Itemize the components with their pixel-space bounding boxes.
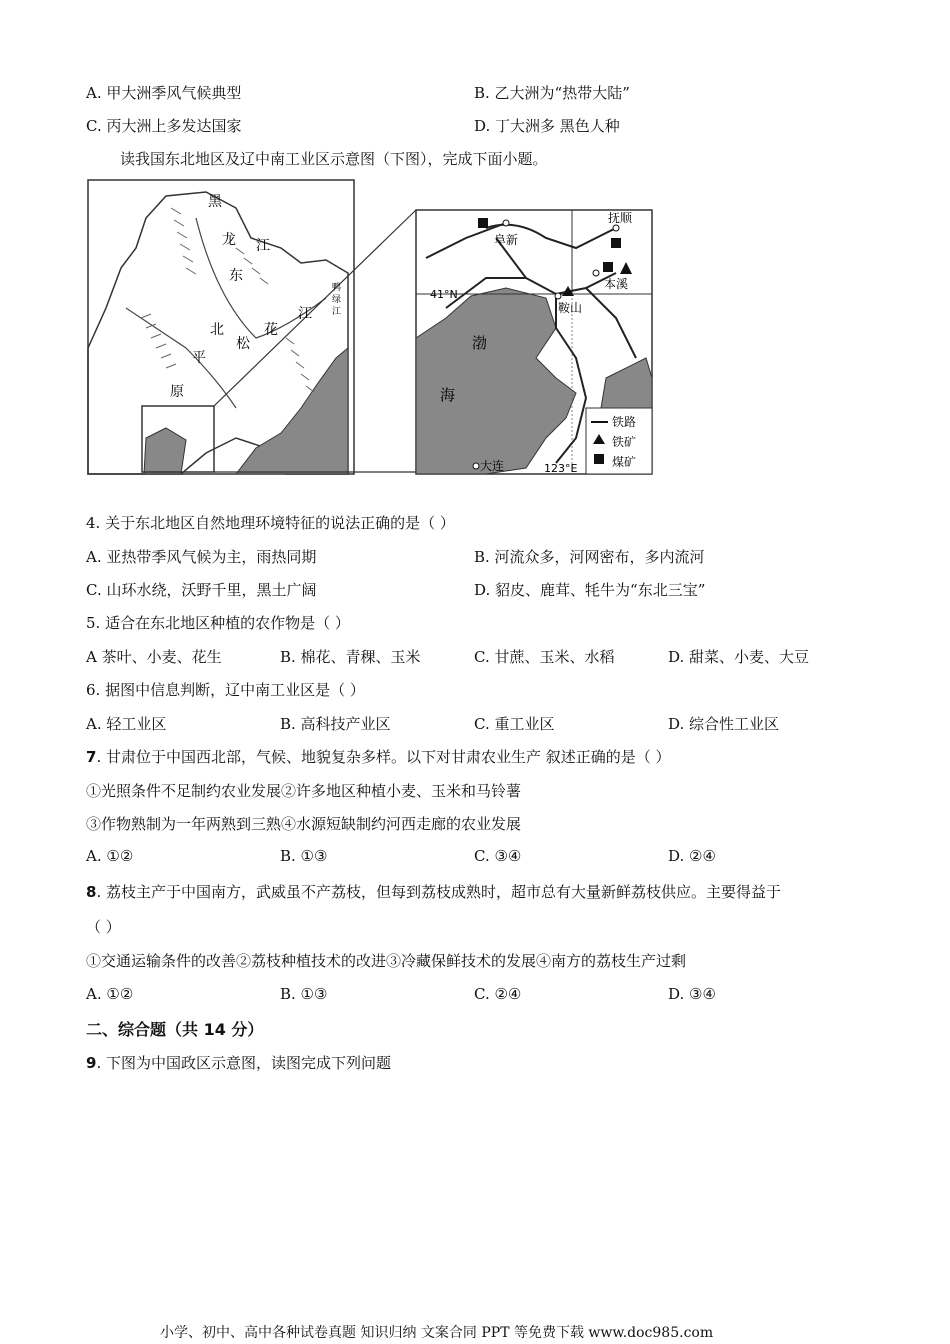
q5-option-c: C. 甘蔗、玉米、水稻 xyxy=(474,648,615,666)
sea-label: 海 xyxy=(440,386,456,404)
q8-stem xyxy=(86,881,781,902)
longitude-label: 123°E xyxy=(544,462,578,475)
q7-number: 7 xyxy=(86,748,97,766)
q3-option-c: C. 丙大洲上多发达国家 xyxy=(86,117,242,135)
map-label: 鸭 xyxy=(332,283,342,293)
q5-option-b: B. 棉花、青稞、玉米 xyxy=(280,648,421,666)
q4-option-a: A. 亚热带季风气候为主，雨热同期 xyxy=(86,548,317,566)
q3-option-a: A. 甲大洲季风气候典型 xyxy=(86,84,242,102)
q8-statement-1: ①交通运输条件的改善②荔枝种植技术的改进③冷藏保鲜技术的发展④南方的荔枝生产过剩 xyxy=(86,952,687,970)
map-label: 江 xyxy=(298,306,312,322)
legend-railway-label: 铁路 xyxy=(612,415,637,429)
map-label: 龙 xyxy=(222,232,236,248)
map-label: 东 xyxy=(229,268,243,284)
q7-statement-1: ①光照条件不足制约农业发展②许多地区种植小麦、玉米和马铃薯 xyxy=(86,782,522,800)
q7-stem xyxy=(86,746,671,767)
map-label: 平 xyxy=(192,350,206,366)
city-label-fuxin: 阜新 xyxy=(494,233,519,247)
section-heading: 二、综合题（共 14 分） xyxy=(86,1020,264,1039)
legend-iron-label: 铁矿 xyxy=(612,435,637,449)
q4-stem: 4. 关于东北地区自然地理环境特征的说法正确的是（ ） xyxy=(86,514,455,532)
q6-option-d: D. 综合性工业区 xyxy=(668,715,780,733)
intro-text: 读我国东北地区及辽中南工业区示意图（下图），完成下面小题。 xyxy=(120,150,548,168)
q7-option-d: D. ②④ xyxy=(668,847,716,865)
map-label: 绿 xyxy=(332,295,342,305)
q6-option-c: C. 重工业区 xyxy=(474,715,555,733)
map-label: 花 xyxy=(264,322,278,338)
q8-option-d: D. ③④ xyxy=(668,985,716,1003)
q6-option-a: A. 轻工业区 xyxy=(86,715,167,733)
city-dot xyxy=(613,225,619,231)
city-dot xyxy=(473,463,479,469)
q6-stem: 6. 据图中信息判断，辽中南工业区是（ ） xyxy=(86,681,365,699)
q9-stem xyxy=(86,1052,391,1073)
city-label-fushun: 抚顺 xyxy=(608,211,633,225)
city-dot xyxy=(593,270,599,276)
q5-option-a: A 茶叶、小麦、花生 xyxy=(86,648,222,666)
q8-option-b: B. ①③ xyxy=(280,985,328,1003)
q8-number: 8 xyxy=(86,883,97,901)
q7-option-b: B. ①③ xyxy=(280,847,328,865)
legend-coal-icon xyxy=(594,454,604,464)
city-dot xyxy=(503,220,509,226)
city-dot xyxy=(555,293,561,299)
map-label: 松 xyxy=(236,336,250,352)
northeast-map-figure xyxy=(86,178,656,478)
q8-stem-text: . 荔枝主产于中国南方，武威虽不产荔枝，但每到荔枝成熟时，超市总有大量新鲜荔枝供应。主要得益于 xyxy=(96,883,781,901)
q7-stem-text: . 甘肃位于中国西北部，气候、地貌复杂多样。以下对甘肃农业生产 叙述正确的是（ ） xyxy=(96,748,671,766)
city-label-dalian: 大连 xyxy=(480,459,505,473)
coal-mine-icon xyxy=(603,262,613,272)
q7-option-a: A. ①② xyxy=(86,847,134,865)
q7-statement-2: ③作物熟制为一年两熟到三熟④水源短缺制约河西走廊的农业发展 xyxy=(86,815,522,833)
q8-option-a: A. ①② xyxy=(86,985,134,1003)
q8-paren: （ ） xyxy=(86,918,121,936)
sea-label: 渤 xyxy=(472,334,488,352)
legend-coal-label: 煤矿 xyxy=(612,455,637,469)
q3-option-d: D. 丁大洲多 黑色人种 xyxy=(474,117,620,135)
q5-stem: 5. 适合在东北地区种植的农作物是（ ） xyxy=(86,614,350,632)
q7-option-c: C. ③④ xyxy=(474,847,522,865)
city-label-benxi: 本溪 xyxy=(604,277,629,291)
q4-option-b: B. 河流众多，河网密布，多内流河 xyxy=(474,548,705,566)
q6-option-b: B. 高科技产业区 xyxy=(280,715,391,733)
city-label-anshan: 鞍山 xyxy=(558,301,583,315)
q4-option-c: C. 山环水绕，沃野千里，黑土广阔 xyxy=(86,581,317,599)
q5-option-d: D. 甜菜、小麦、大豆 xyxy=(668,648,810,666)
footer-text: 小学、初中、高中各种试卷真题 知识归纳 文案合同 PPT 等免费下载 www.doc985.com xyxy=(160,1325,714,1341)
q9-stem-text: . 下图为中国政区示意图，读图完成下列问题 xyxy=(96,1054,391,1072)
map-label: 黑 xyxy=(208,194,222,210)
coal-mine-icon xyxy=(478,218,488,228)
latitude-label: 41°N xyxy=(430,288,458,301)
q8-option-c: C. ②④ xyxy=(474,985,522,1003)
map-label: 北 xyxy=(210,322,224,338)
map-label: 江 xyxy=(256,238,270,254)
northeast-map-svg xyxy=(86,178,656,478)
coal-mine-icon xyxy=(611,238,621,248)
q9-number: 9 xyxy=(86,1054,97,1072)
q4-option-d: D. 貂皮、鹿茸、牦牛为“东北三宝” xyxy=(474,581,706,599)
map-label: 江 xyxy=(332,307,342,317)
map-label: 原 xyxy=(170,384,184,400)
q3-option-b: B. 乙大洲为“热带大陆” xyxy=(474,84,630,102)
